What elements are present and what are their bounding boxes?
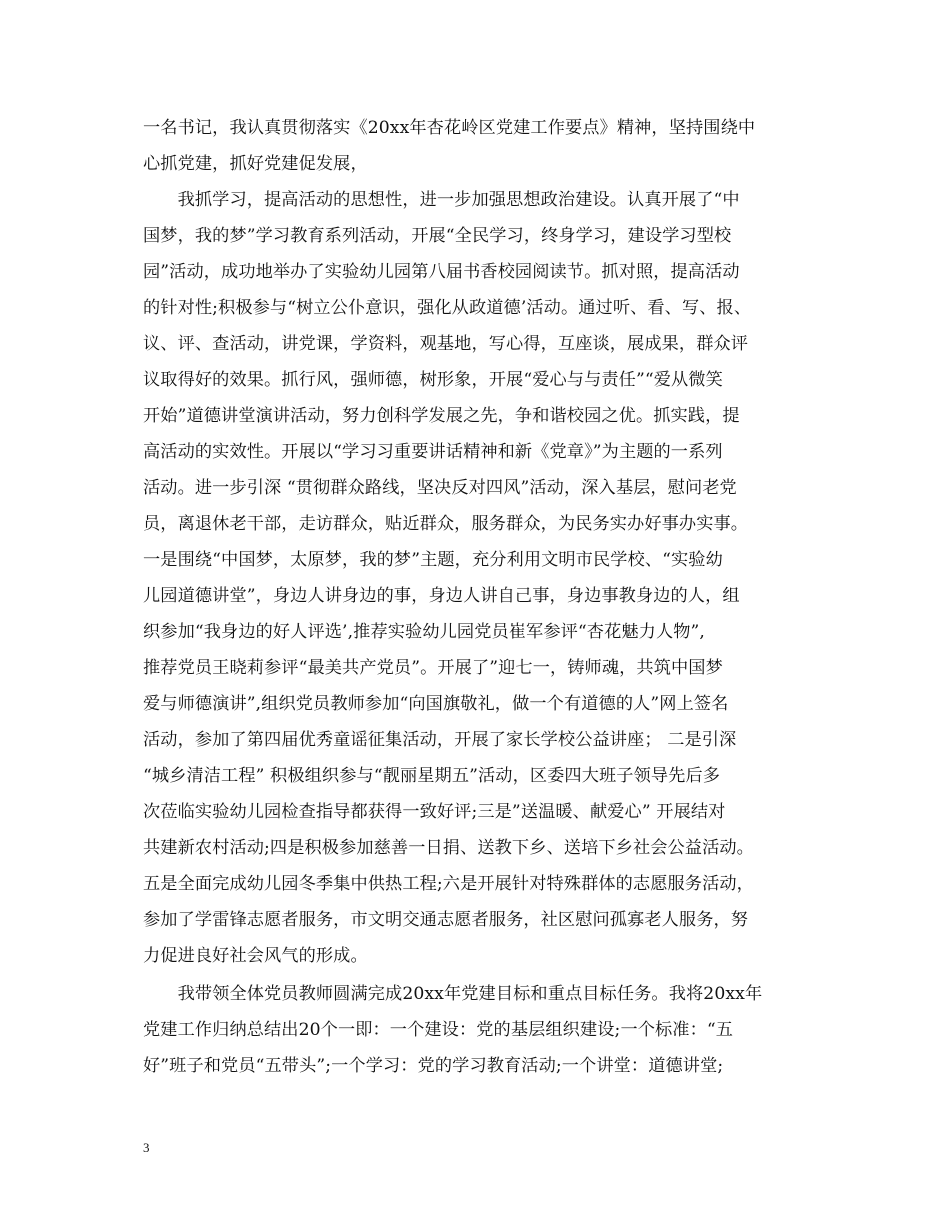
text-line: 我抓学习，提高活动的思想性，进一步加强思想政治建设。认真开展了“中 bbox=[143, 190, 740, 210]
text-line: 高活动的实效性。开展以“学习习重要讲话精神和新《党章》”为主题的一系列 bbox=[143, 442, 723, 462]
text-line: 心抓党建，抓好党建促发展， bbox=[143, 154, 368, 174]
text-line: 党建工作归纳总结出20个一即：一个建设：党的基层组织建设;一个标准：“五 bbox=[143, 1020, 734, 1040]
text-line: 的针对性;积极参与“树立公仆意识，强化从政道德’活动。通过听、看、写、报、 bbox=[143, 298, 752, 318]
text-line: 议取得好的效果。抓行风，强师德，树形象，开展“爱心与与责任”“爱从微笑 bbox=[143, 370, 723, 390]
page-number: 3 bbox=[143, 1140, 150, 1155]
text-line: 儿园道德讲堂”，身边人讲身边的事，身边人讲自己事，身边事教身边的人，组 bbox=[143, 586, 740, 606]
text-line: 一是围绕“中国梦，太原梦，我的梦”主题，充分利用文明市民学校、“实验幼 bbox=[143, 550, 723, 570]
text-line: 员，离退休老干部，走访群众，贴近群众，服务群众，为民务实办好事办实事。 bbox=[143, 514, 749, 534]
text-line: 次莅临实验幼儿园检查指导都获得一致好评;三是”送温暖、献爱心” 开展结对 bbox=[143, 802, 726, 822]
text-line: 活动。进一步引深 “贯彻群众路线，坚决反对四风”活动，深入基层，慰问老党 bbox=[143, 478, 737, 498]
text-line: 五是全面完成幼儿园冬季集中供热工程;六是开展针对特殊群体的志愿服务活动， bbox=[143, 874, 754, 894]
text-line: 国梦，我的梦”学习教育系列活动，开展“全民学习，终身学习，建设学习型校 bbox=[143, 226, 732, 246]
text-line: 好”班子和党员“五带头”;一个学习：党的学习教育活动;一个讲堂：道德讲堂; bbox=[143, 1056, 724, 1076]
text-line: 力促进良好社会风气的形成。 bbox=[143, 946, 368, 966]
text-line: 推荐党员王晓莉参评“最美共产党员”。开展了”迎七一，铸师魂，共筑中国梦 bbox=[143, 658, 723, 678]
text-line: 议、评、查活动，讲党课，学资料，观基地，写心得，互座谈，展成果，群众评 bbox=[143, 334, 749, 354]
text-line: “城乡清洁工程” 积极组织参与“靓丽星期五”活动，区委四大班子领导先后多 bbox=[143, 766, 721, 786]
text-line: 共建新农村活动;四是积极参加慈善一日捐、送教下乡、送培下乡社会公益活动。 bbox=[143, 838, 754, 858]
text-line: 活动，参加了第四届优秀童谣征集活动，开展了家长学校公益讲座； 二是引深 bbox=[143, 730, 737, 750]
text-line: 开始”道德讲堂演讲活动，努力创科学发展之先，争和谐校园之优。抓实践，提 bbox=[143, 406, 740, 426]
text-line: 园”活动，成功地举办了实验幼儿园第八届书香校园阅读节。抓对照，提高活动 bbox=[143, 262, 740, 282]
text-line: 我带领全体党员教师圆满完成20xx年党建目标和重点目标任务。我将20xx年 bbox=[143, 984, 763, 1004]
text-line: 参加了学雷锋志愿者服务，市文明交通志愿者服务，社区慰问孤寡老人服务，努 bbox=[143, 910, 749, 930]
text-line: 织参加“我身边的好人评选’,推荐实验幼儿园党员崔军参评“杏花魅力人物”, bbox=[143, 622, 705, 642]
text-line: 爱与师德演讲”,组织党员教师参加“向国旗敬礼，做一个有道德的人”网上签名 bbox=[143, 694, 729, 714]
text-line: 一名书记，我认真贯彻落实《20xx年杏花岭区党建工作要点》精神，坚持围绕中 bbox=[143, 118, 756, 138]
